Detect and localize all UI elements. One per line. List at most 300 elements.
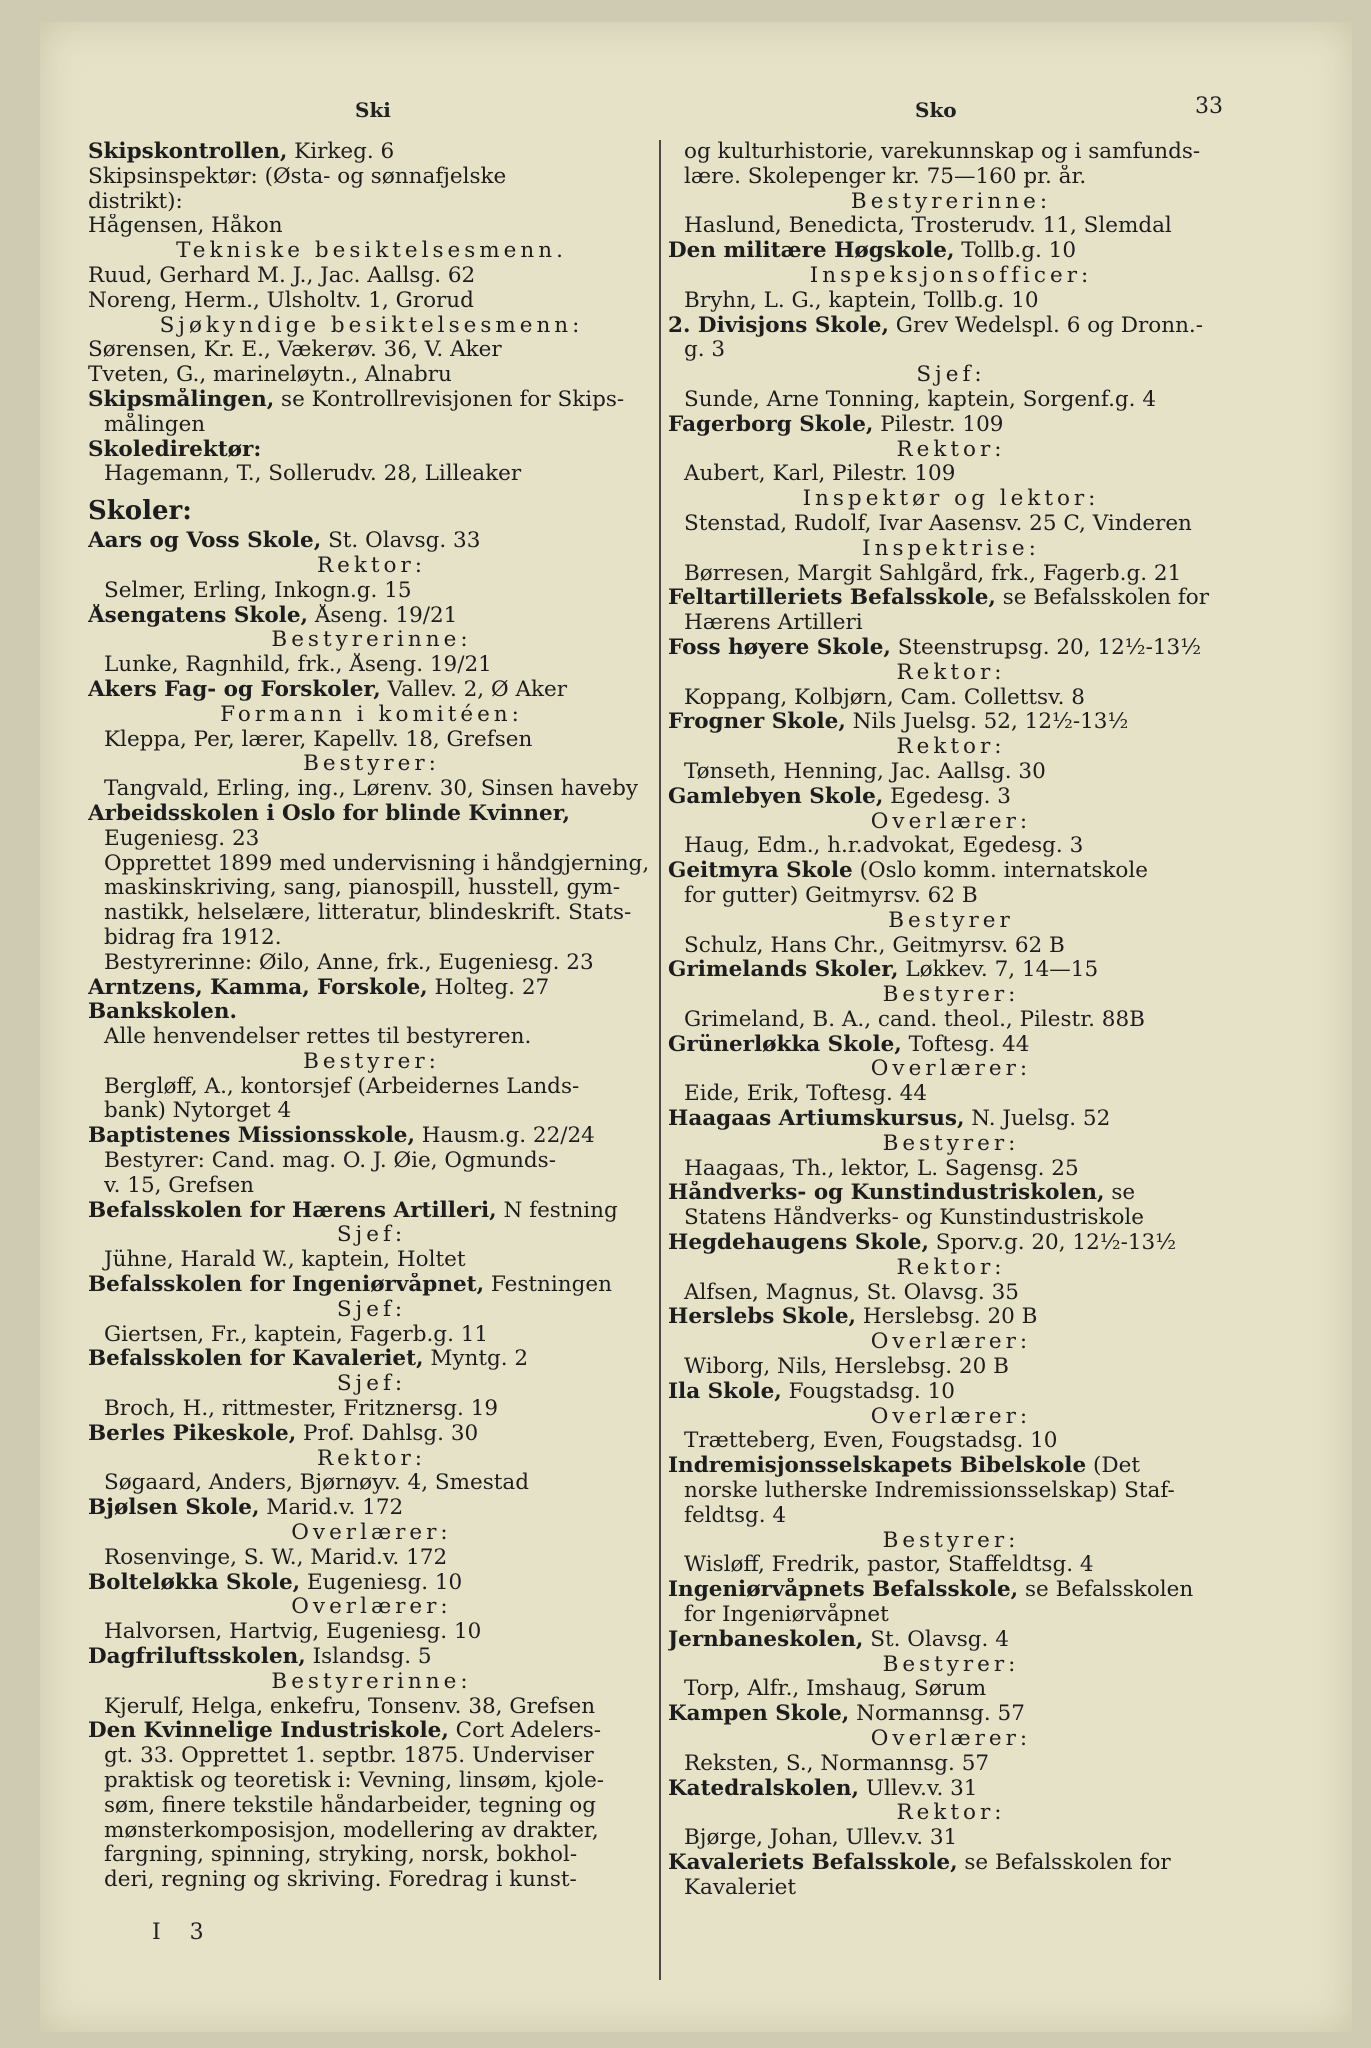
line-text: Børresen, Margit Sahlgård, frk., Fagerb.g. 21 bbox=[684, 561, 1182, 586]
entry-name: Håndverks- og Kunstindustriskolen, bbox=[668, 1181, 1105, 1206]
entry-name: Den Kvinnelige Industriskole, bbox=[88, 1719, 449, 1744]
text-line bbox=[88, 1620, 655, 1645]
line-text: Statens Håndverks- og Kunstindustriskole bbox=[684, 1206, 1145, 1231]
line-text: Holteg. 27 bbox=[427, 975, 550, 1000]
entry-name: Dagfriluftsskolen, bbox=[88, 1645, 306, 1670]
role-label-line bbox=[668, 264, 1234, 289]
line-text: Selmer, Erling, Inkogn.g. 15 bbox=[104, 578, 412, 603]
text-line bbox=[88, 777, 655, 802]
text-line bbox=[88, 413, 655, 438]
line-text: Bestyrer bbox=[888, 908, 1014, 933]
entry-name: Fagerborg Skole, bbox=[668, 412, 874, 437]
line-text: Islandsg. 5 bbox=[305, 1645, 432, 1670]
line-text: Jühne, Harald W., kaptein, Holtet bbox=[104, 1248, 466, 1273]
line-text: Kirkeg. 6 bbox=[287, 140, 395, 164]
text-line bbox=[668, 462, 1234, 487]
line-text: Hærens Artilleri bbox=[684, 611, 863, 636]
line-text: Sjef: bbox=[916, 363, 986, 388]
role-label-line bbox=[668, 363, 1234, 388]
line-text: bank) Nytorget 4 bbox=[104, 1099, 292, 1124]
left-column bbox=[88, 140, 655, 1893]
line-text: Kjerulf, Helga, enkefru, Tonsenv. 38, Grefsen bbox=[104, 1694, 596, 1719]
role-label-line bbox=[88, 752, 655, 777]
text-line bbox=[88, 653, 655, 678]
line-text: Tveten, G., marineløytn., Alnabru bbox=[88, 363, 452, 388]
text-line bbox=[668, 1603, 1234, 1628]
line-text: Rektor: bbox=[896, 1255, 1006, 1280]
entry-name: Ila Skole, bbox=[668, 1379, 782, 1404]
entry-heading-line bbox=[88, 140, 655, 165]
line-text: søm, finere tekstile håndarbeider, tegning og bbox=[104, 1793, 596, 1818]
entry-name: Foss høyere Skole, bbox=[668, 635, 891, 660]
line-text: Lunke, Ragnhild, frk., Åseng. 19/21 bbox=[104, 653, 492, 678]
line-text: Skipsinspektør: (Østa- og sønnafjelske bbox=[88, 164, 507, 189]
text-line bbox=[668, 1479, 1234, 1504]
entry-heading-line bbox=[668, 1702, 1234, 1727]
entry-heading-line bbox=[668, 636, 1234, 661]
text-line bbox=[88, 926, 655, 951]
entry-name: Arntzens, Kamma, Forskole, bbox=[88, 975, 428, 1000]
text-line bbox=[668, 165, 1234, 190]
line-text: målingen bbox=[104, 412, 206, 437]
line-text: Rektor: bbox=[896, 735, 1006, 760]
text-line bbox=[668, 512, 1234, 537]
text-line bbox=[668, 562, 1234, 587]
text-line bbox=[88, 1248, 655, 1273]
text-line bbox=[668, 1876, 1234, 1901]
line-text: Bestyrer: Cand. mag. O. J. Øie, Ogmunds- bbox=[104, 1149, 556, 1174]
line-text: se Befalsskolen for bbox=[957, 1850, 1171, 1875]
line-text: Egedesg. 3 bbox=[883, 784, 1011, 809]
role-label-line bbox=[88, 314, 655, 339]
line-text: Overlærer: bbox=[870, 1330, 1032, 1355]
line-text: Marid.v. 172 bbox=[259, 1496, 404, 1521]
line-text: Alle henvendelser rettes til bestyreren. bbox=[104, 1025, 532, 1050]
line-text: fargning, spinning, stryking, norsk, bokhol- bbox=[104, 1843, 578, 1868]
line-text: distrikt): bbox=[88, 189, 183, 214]
entry-heading-line bbox=[88, 1273, 655, 1298]
line-text: (Det bbox=[1086, 1454, 1140, 1479]
text-line bbox=[668, 760, 1234, 785]
line-text: Bjørge, Johan, Ullev.v. 31 bbox=[684, 1826, 958, 1851]
line-text: Hausm.g. 22/24 bbox=[414, 1124, 595, 1149]
role-label-line bbox=[668, 735, 1234, 760]
text-line bbox=[668, 1355, 1234, 1380]
text-line bbox=[668, 1008, 1234, 1033]
text-line bbox=[668, 686, 1234, 711]
role-label-line bbox=[668, 1256, 1234, 1281]
line-text: Overlærer: bbox=[291, 1521, 452, 1546]
entry-heading-line bbox=[88, 976, 655, 1001]
line-text: Halvorsen, Hartvig, Eugeniesg. 10 bbox=[104, 1620, 482, 1645]
entry-heading-line bbox=[668, 958, 1234, 983]
entry-heading-line bbox=[88, 438, 655, 463]
line-text: Bestyrerinne: Øilo, Anne, frk., Eugeniesg. 23 bbox=[104, 950, 594, 975]
entry-name: Skipsmålingen, bbox=[88, 387, 275, 412]
line-text: Bryhn, L. G., kaptein, Tollb.g. 10 bbox=[684, 288, 1039, 313]
line-text: Trætteberg, Even, Fougstadsg. 10 bbox=[684, 1429, 1058, 1454]
line-text: Wisløff, Fredrik, pastor, Staffeldtsg. 4 bbox=[684, 1553, 1094, 1578]
text-line bbox=[668, 1553, 1234, 1578]
entry-name: Bankskolen. bbox=[88, 1000, 237, 1025]
role-label-line bbox=[668, 487, 1234, 512]
entry-name: Grünerløkka Skole, bbox=[668, 1032, 902, 1057]
line-text: Hagemann, T., Sollerudv. 28, Lilleaker bbox=[104, 462, 522, 487]
entry-name: 2. Divisjons Skole, bbox=[668, 313, 889, 338]
role-label-line bbox=[668, 983, 1234, 1008]
entry-name: Frogner Skole, bbox=[668, 710, 846, 735]
line-text: Overlærer: bbox=[870, 1404, 1032, 1429]
text-line bbox=[668, 214, 1234, 239]
line-text: Rektor: bbox=[316, 1446, 427, 1471]
line-text: Pilestr. 109 bbox=[873, 412, 1004, 437]
line-text: nastikk, helselære, litteratur, blindeskrift. Stats- bbox=[104, 901, 632, 926]
line-text: maskinskriving, sang, pianospill, husstell, gym- bbox=[104, 876, 621, 901]
entry-heading-line bbox=[88, 1347, 655, 1372]
entry-name: Skipskontrollen, bbox=[88, 140, 288, 164]
line-text: Bestyrer: bbox=[303, 1049, 440, 1074]
text-line bbox=[88, 1174, 655, 1199]
line-text: Grev Wedelspl. 6 og Dronn.- bbox=[888, 313, 1204, 338]
role-label-line bbox=[88, 1372, 655, 1397]
line-text: Kavaleriet bbox=[684, 1875, 796, 1900]
role-label-line bbox=[88, 554, 655, 579]
text-line bbox=[668, 1752, 1234, 1777]
column-divider bbox=[659, 140, 661, 1980]
role-label-line bbox=[668, 438, 1234, 463]
line-text: Søgaard, Anders, Bjørnøyv. 4, Smestad bbox=[104, 1471, 529, 1496]
line-text: Eide, Erik, Toftesg. 44 bbox=[684, 1082, 928, 1107]
line-text: Festningen bbox=[484, 1273, 612, 1298]
entry-name: Ingeniørvåpnets Befalsskole, bbox=[668, 1578, 1019, 1603]
line-text: Inspeksjonsofficer: bbox=[809, 263, 1093, 288]
line-text: Sjef: bbox=[336, 1223, 407, 1248]
role-label-line bbox=[88, 1050, 655, 1075]
entry-heading-line bbox=[668, 1305, 1234, 1330]
role-label-line bbox=[88, 628, 655, 653]
line-text: Åseng. 19/21 bbox=[308, 603, 458, 628]
entry-heading-line bbox=[88, 1000, 655, 1025]
entry-name: Bjølsen Skole, bbox=[88, 1496, 260, 1521]
line-text: Tollb.g. 10 bbox=[954, 239, 1077, 264]
line-text: Torp, Alfr., Imshaug, Sørum bbox=[684, 1677, 987, 1702]
line-text: Schulz, Hans Chr., Geitmyrsv. 62 B bbox=[684, 933, 1065, 958]
entry-name: Befalsskolen for Kavaleriet, bbox=[88, 1347, 424, 1372]
text-line bbox=[88, 728, 655, 753]
entry-heading-line bbox=[88, 604, 655, 629]
entry-heading-line bbox=[668, 413, 1234, 438]
line-text: Overlærer: bbox=[870, 1057, 1032, 1082]
line-text: Hågensen, Håkon bbox=[88, 214, 283, 239]
line-text: se Befalsskolen for bbox=[995, 586, 1210, 611]
line-text: Wiborg, Nils, Herslebsg. 20 B bbox=[684, 1355, 1009, 1380]
entry-name: Indremisjonsselskapets Bibelskole bbox=[668, 1454, 1087, 1479]
line-text: Sjøkyndige besiktelsesmenn: bbox=[159, 313, 584, 338]
entry-name: Jernbaneskolen, bbox=[668, 1627, 864, 1652]
text-line bbox=[668, 1677, 1234, 1702]
line-text: Herslebsg. 20 B bbox=[856, 1305, 1038, 1330]
role-label-line bbox=[668, 1653, 1234, 1678]
entry-heading-line bbox=[88, 1719, 655, 1744]
line-text: Sporv.g. 20, 12½-13½ bbox=[928, 1231, 1177, 1256]
role-label-line bbox=[668, 1727, 1234, 1752]
entry-name: Akers Fag- og Forskoler, bbox=[88, 677, 381, 702]
entry-heading-line bbox=[88, 1645, 655, 1670]
text-line bbox=[668, 1082, 1234, 1107]
entry-name: Aars og Voss Skole, bbox=[88, 529, 322, 554]
entry-heading-line bbox=[88, 678, 655, 703]
entry-name: Befalsskolen for Ingeniørvåpnet, bbox=[88, 1273, 485, 1298]
line-text: Eugeniesg. 10 bbox=[300, 1570, 463, 1595]
text-line bbox=[88, 1819, 655, 1844]
entry-heading-line bbox=[668, 1107, 1234, 1132]
line-text: Bestyrer: bbox=[882, 983, 1020, 1008]
entry-heading-line bbox=[668, 1181, 1234, 1206]
line-text: bidrag fra 1912. bbox=[104, 925, 282, 950]
text-line bbox=[88, 1546, 655, 1571]
role-label-line bbox=[668, 1529, 1234, 1554]
line-text: Reksten, S., Normannsg. 57 bbox=[684, 1751, 990, 1776]
line-text: Haslund, Benedicta, Trosterudv. 11, Slemdal bbox=[684, 214, 1172, 239]
line-text: Bestyrerinne: bbox=[271, 628, 472, 653]
line-text: Haagaas, Th., lektor, L. Sagensg. 25 bbox=[684, 1156, 1079, 1181]
line-text: Bestyrer: bbox=[303, 752, 440, 777]
line-text: Eugeniesg. 23 bbox=[104, 826, 260, 851]
text-line bbox=[88, 951, 655, 976]
entry-name: Gamlebyen Skole, bbox=[668, 784, 884, 809]
line-text: se Kontrollrevisjonen for Skips- bbox=[274, 387, 625, 412]
line-text: norske lutherske Indremissionsselskap) Staf- bbox=[684, 1479, 1175, 1504]
line-text: og kulturhistorie, varekunnskap og i samfunds- bbox=[684, 140, 1201, 164]
line-text: Toftesg. 44 bbox=[901, 1032, 1030, 1057]
line-text: (Oslo komm. internatskole bbox=[852, 859, 1148, 884]
line-text: Inspektør og lektor: bbox=[802, 487, 1100, 512]
text-line bbox=[88, 876, 655, 901]
entry-heading-line bbox=[668, 586, 1234, 611]
entry-heading-line bbox=[668, 1380, 1234, 1405]
line-text: Rektor: bbox=[896, 1801, 1006, 1826]
text-line bbox=[668, 1281, 1234, 1306]
running-head-left: Ski bbox=[355, 98, 391, 122]
text-line bbox=[88, 1025, 655, 1050]
text-line bbox=[88, 462, 655, 487]
right-column bbox=[668, 140, 1234, 1901]
role-label-line bbox=[668, 1132, 1234, 1157]
line-text: Vallev. 2, Ø Aker bbox=[380, 677, 567, 702]
text-line bbox=[668, 1504, 1234, 1529]
entry-heading-line bbox=[88, 1571, 655, 1596]
line-text: Tangvald, Erling, ing., Lørenv. 30, Sinsen haveby bbox=[104, 777, 639, 802]
text-line bbox=[88, 338, 655, 363]
line-text: feldtsg. 4 bbox=[684, 1503, 787, 1528]
text-line bbox=[668, 1826, 1234, 1851]
entry-name: Bolteløkka Skole, bbox=[88, 1570, 301, 1595]
line-text: Rektor: bbox=[316, 553, 427, 578]
entry-name: Befalsskolen for Hærens Artilleri, bbox=[88, 1198, 497, 1223]
text-line bbox=[88, 1323, 655, 1348]
text-line bbox=[88, 579, 655, 604]
role-label-line bbox=[668, 190, 1234, 215]
line-text: Inspektrise: bbox=[862, 536, 1040, 561]
signature-mark: I 3 bbox=[152, 1920, 204, 1945]
line-text: Overlærer: bbox=[870, 809, 1032, 834]
text-line bbox=[668, 1429, 1234, 1454]
entry-name: Skoledirektør: bbox=[88, 437, 262, 462]
running-head-center: Sko bbox=[915, 98, 957, 122]
text-line bbox=[88, 1695, 655, 1720]
entry-name: Baptistenes Missionsskole, bbox=[88, 1124, 415, 1149]
text-line bbox=[88, 1075, 655, 1100]
line-text: Overlærer: bbox=[870, 1727, 1032, 1751]
entry-name: Åsengatens Skole, bbox=[88, 603, 308, 628]
line-text: Rektor: bbox=[896, 437, 1006, 462]
line-text: Overlærer: bbox=[291, 1595, 452, 1620]
entry-heading-line bbox=[88, 1422, 655, 1447]
text-line bbox=[668, 611, 1234, 636]
line-text: St. Olavsg. 33 bbox=[321, 529, 481, 554]
line-text: Nils Juelsg. 52, 12½-13½ bbox=[845, 710, 1129, 735]
text-line bbox=[88, 363, 655, 388]
entry-name: Kavaleriets Befalsskole, bbox=[668, 1850, 958, 1875]
entry-heading-line bbox=[88, 388, 655, 413]
text-line bbox=[668, 1206, 1234, 1231]
text-line bbox=[668, 1157, 1234, 1182]
entry-name: Geitmyra Skole bbox=[668, 859, 853, 884]
line-text: Koppang, Kolbjørn, Cam. Collettsv. 8 bbox=[684, 685, 1085, 710]
line-text: se Befalsskolen bbox=[1018, 1578, 1194, 1603]
role-label-line bbox=[668, 909, 1234, 934]
line-text: Ullev.v. 31 bbox=[859, 1776, 978, 1801]
line-text: Opprettet 1899 med undervisning i håndgjerning, bbox=[104, 851, 650, 876]
line-text: Fougstadsg. 10 bbox=[781, 1379, 955, 1404]
role-label-line bbox=[668, 1057, 1234, 1082]
line-text: Rektor: bbox=[896, 660, 1006, 685]
role-label-line bbox=[668, 1801, 1234, 1826]
role-label-line bbox=[668, 661, 1234, 686]
entry-heading-line bbox=[88, 529, 655, 554]
line-text: v. 15, Grefsen bbox=[104, 1173, 255, 1198]
text-line bbox=[88, 1099, 655, 1124]
line-text: Normannsg. 57 bbox=[849, 1702, 1025, 1727]
text-line bbox=[668, 884, 1234, 909]
entry-heading-line bbox=[668, 1628, 1234, 1653]
line-text: Myntg. 2 bbox=[423, 1347, 529, 1372]
entry-name: Den militære Høgskole, bbox=[668, 239, 955, 264]
text-line bbox=[88, 289, 655, 314]
entry-heading-line bbox=[668, 239, 1234, 264]
entry-name: Kampen Skole, bbox=[668, 1702, 850, 1727]
line-text: N festning bbox=[496, 1198, 618, 1223]
line-text: Bestyrerinne: bbox=[271, 1669, 472, 1694]
line-text: Skoler: bbox=[88, 496, 192, 526]
entry-heading-line bbox=[88, 1199, 655, 1224]
entry-heading-line bbox=[668, 1578, 1234, 1603]
line-text: Bestyrer: bbox=[882, 1652, 1020, 1677]
line-text: Formann i komitéen: bbox=[220, 702, 523, 727]
text-line bbox=[88, 165, 655, 190]
role-label-line bbox=[668, 1405, 1234, 1430]
line-text: praktisk og teoretisk i: Vevning, linsøm, kjole- bbox=[104, 1769, 605, 1793]
entry-heading-line bbox=[88, 1124, 655, 1149]
entry-heading-line bbox=[668, 1033, 1234, 1058]
text-line bbox=[88, 493, 655, 525]
entry-heading-line bbox=[668, 785, 1234, 810]
text-line bbox=[88, 1843, 655, 1868]
entry-name: Hegdehaugens Skole, bbox=[668, 1231, 929, 1256]
entry-heading-line bbox=[668, 1231, 1234, 1256]
line-text: Haug, Edm., h.r.advokat, Egedesg. 3 bbox=[684, 834, 1084, 859]
line-text: Tekniske besiktelsesmenn. bbox=[176, 239, 567, 264]
text-line bbox=[668, 934, 1234, 959]
entry-heading-line bbox=[668, 710, 1234, 735]
text-line bbox=[668, 388, 1234, 413]
role-label-line bbox=[88, 1298, 655, 1323]
line-text: Rosenvinge, S. W., Marid.v. 172 bbox=[104, 1545, 448, 1570]
line-text: Løkkev. 7, 14—15 bbox=[898, 958, 1099, 983]
line-text: Prof. Dahlsg. 30 bbox=[296, 1421, 479, 1446]
entry-heading-line bbox=[668, 1851, 1234, 1876]
entry-heading-line bbox=[88, 1496, 655, 1521]
text-line bbox=[88, 1744, 655, 1769]
line-text: Bestyrer: bbox=[882, 1131, 1020, 1156]
text-line bbox=[88, 190, 655, 215]
line-text: Grimeland, B. A., cand. theol., Pilestr. 88B bbox=[684, 1007, 1145, 1032]
line-text: Broch, H., rittmester, Fritznersg. 19 bbox=[104, 1397, 499, 1422]
role-label-line bbox=[668, 1330, 1234, 1355]
line-text: Bergløff, A., kontorsjef (Arbeidernes Lands- bbox=[104, 1074, 580, 1099]
text-line bbox=[88, 827, 655, 852]
page-number: 33 bbox=[1195, 94, 1223, 119]
entry-heading-line bbox=[668, 859, 1234, 884]
line-text: lære. Skolepenger kr. 75—160 pr. år. bbox=[684, 164, 1087, 189]
text-line bbox=[668, 140, 1234, 165]
text-line bbox=[88, 1471, 655, 1496]
line-text: Kleppa, Per, lærer, Kapellv. 18, Grefsen bbox=[104, 727, 533, 752]
line-text: g. 3 bbox=[684, 338, 726, 363]
entry-heading-line bbox=[668, 1454, 1234, 1479]
line-text: Sjef: bbox=[336, 1297, 407, 1322]
role-label-line bbox=[88, 239, 655, 264]
line-text: Steenstrupsg. 20, 12½-13½ bbox=[890, 635, 1202, 660]
line-text: for Ingeniørvåpnet bbox=[684, 1603, 889, 1628]
line-text: Aubert, Karl, Pilestr. 109 bbox=[684, 462, 956, 487]
line-text: Sjef: bbox=[336, 1372, 407, 1397]
line-text: for gutter) Geitmyrsv. 62 B bbox=[684, 883, 978, 908]
directory-page bbox=[40, 22, 1352, 2032]
role-label-line bbox=[88, 1670, 655, 1695]
line-text: Noreng, Herm., Ulsholtv. 1, Grorud bbox=[88, 288, 474, 313]
entry-name: Arbeidsskolen i Oslo for blinde Kvinner, bbox=[88, 801, 570, 826]
line-text: deri, regning og skriving. Foredrag i kunst- bbox=[104, 1868, 577, 1893]
text-line bbox=[88, 901, 655, 926]
entry-name: Katedralskolen, bbox=[668, 1776, 859, 1801]
role-label-line bbox=[668, 810, 1234, 835]
entry-heading-line bbox=[668, 1777, 1234, 1802]
entry-name: Haagaas Artiumskursus, bbox=[668, 1107, 965, 1132]
role-label-line bbox=[88, 1223, 655, 1248]
text-line bbox=[88, 214, 655, 239]
text-line bbox=[668, 338, 1234, 363]
line-text: St. Olavsg. 4 bbox=[863, 1627, 1009, 1652]
text-line bbox=[668, 289, 1234, 314]
line-text: Stenstad, Rudolf, Ivar Aasensv. 25 C, Vinderen bbox=[684, 511, 1192, 536]
text-line bbox=[668, 834, 1234, 859]
line-text: Giertsen, Fr., kaptein, Fagerb.g. 11 bbox=[104, 1322, 489, 1347]
text-line bbox=[88, 1769, 655, 1794]
line-text: Tønseth, Henning, Jac. Aallsg. 30 bbox=[684, 759, 1046, 784]
line-text: Bestyrerinne: bbox=[850, 189, 1052, 214]
line-text: Bestyrer: bbox=[882, 1528, 1020, 1553]
